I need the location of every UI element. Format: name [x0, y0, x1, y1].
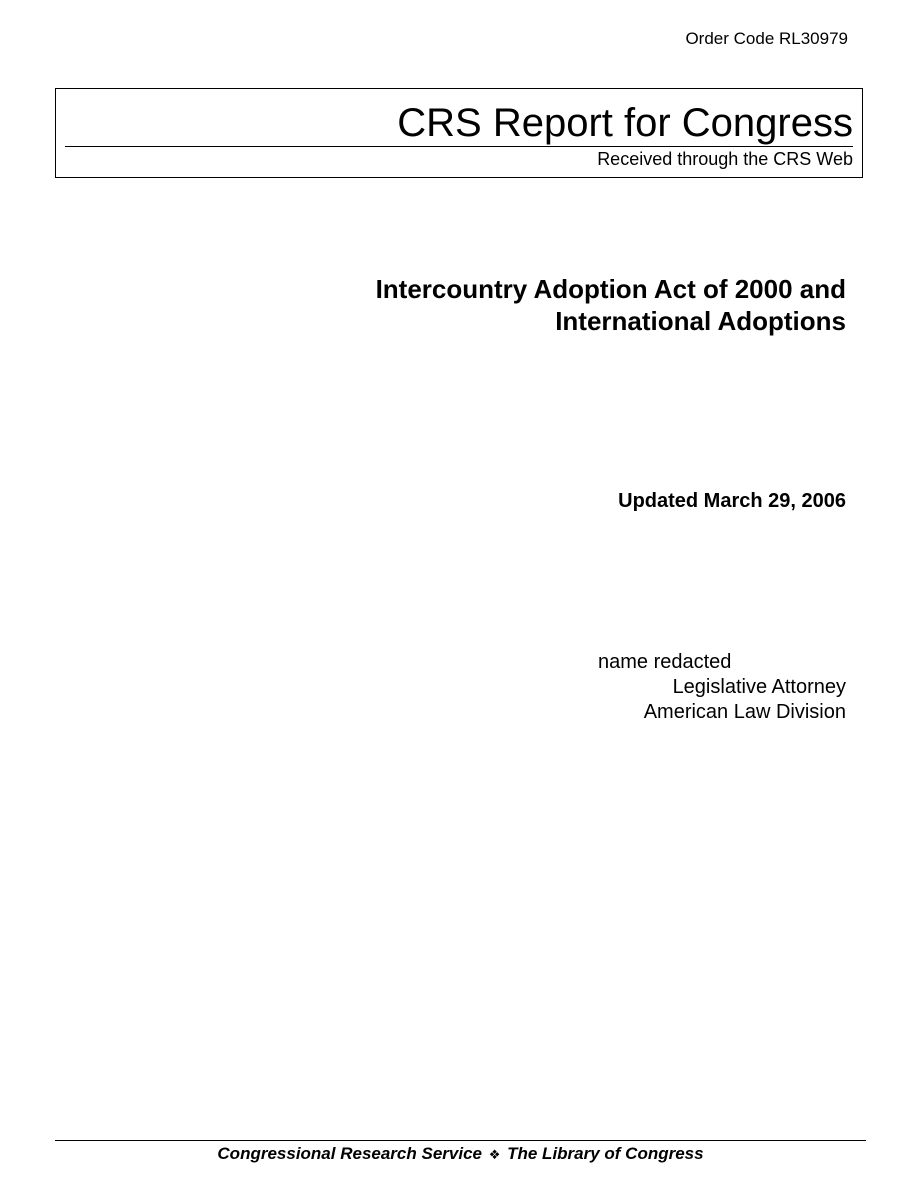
footer-organization: Congressional Research Service [217, 1144, 482, 1163]
author-division: American Law Division [643, 701, 846, 723]
author-block [446, 650, 846, 725]
header-title: CRS Report for Congress [397, 101, 853, 145]
report-header-box [55, 88, 863, 178]
header-subtitle: Received through the CRS Web [597, 149, 853, 169]
order-code: Order Code RL30979 [685, 29, 848, 48]
report-title-line-1: Intercountry Adoption Act of 2000 and [375, 274, 846, 304]
header-divider [65, 146, 853, 147]
footer-library: The Library of Congress [507, 1144, 704, 1163]
footer [55, 1143, 866, 1167]
updated-date: Updated March 29, 2006 [618, 490, 846, 512]
report-title-line-2: International Adoptions [555, 306, 846, 336]
diamond-ornament-icon: ❖ [488, 1148, 501, 1163]
report-title [246, 273, 846, 337]
author-name: name redacted [598, 651, 732, 673]
footer-divider [55, 1140, 866, 1141]
author-position: Legislative Attorney [672, 676, 846, 698]
